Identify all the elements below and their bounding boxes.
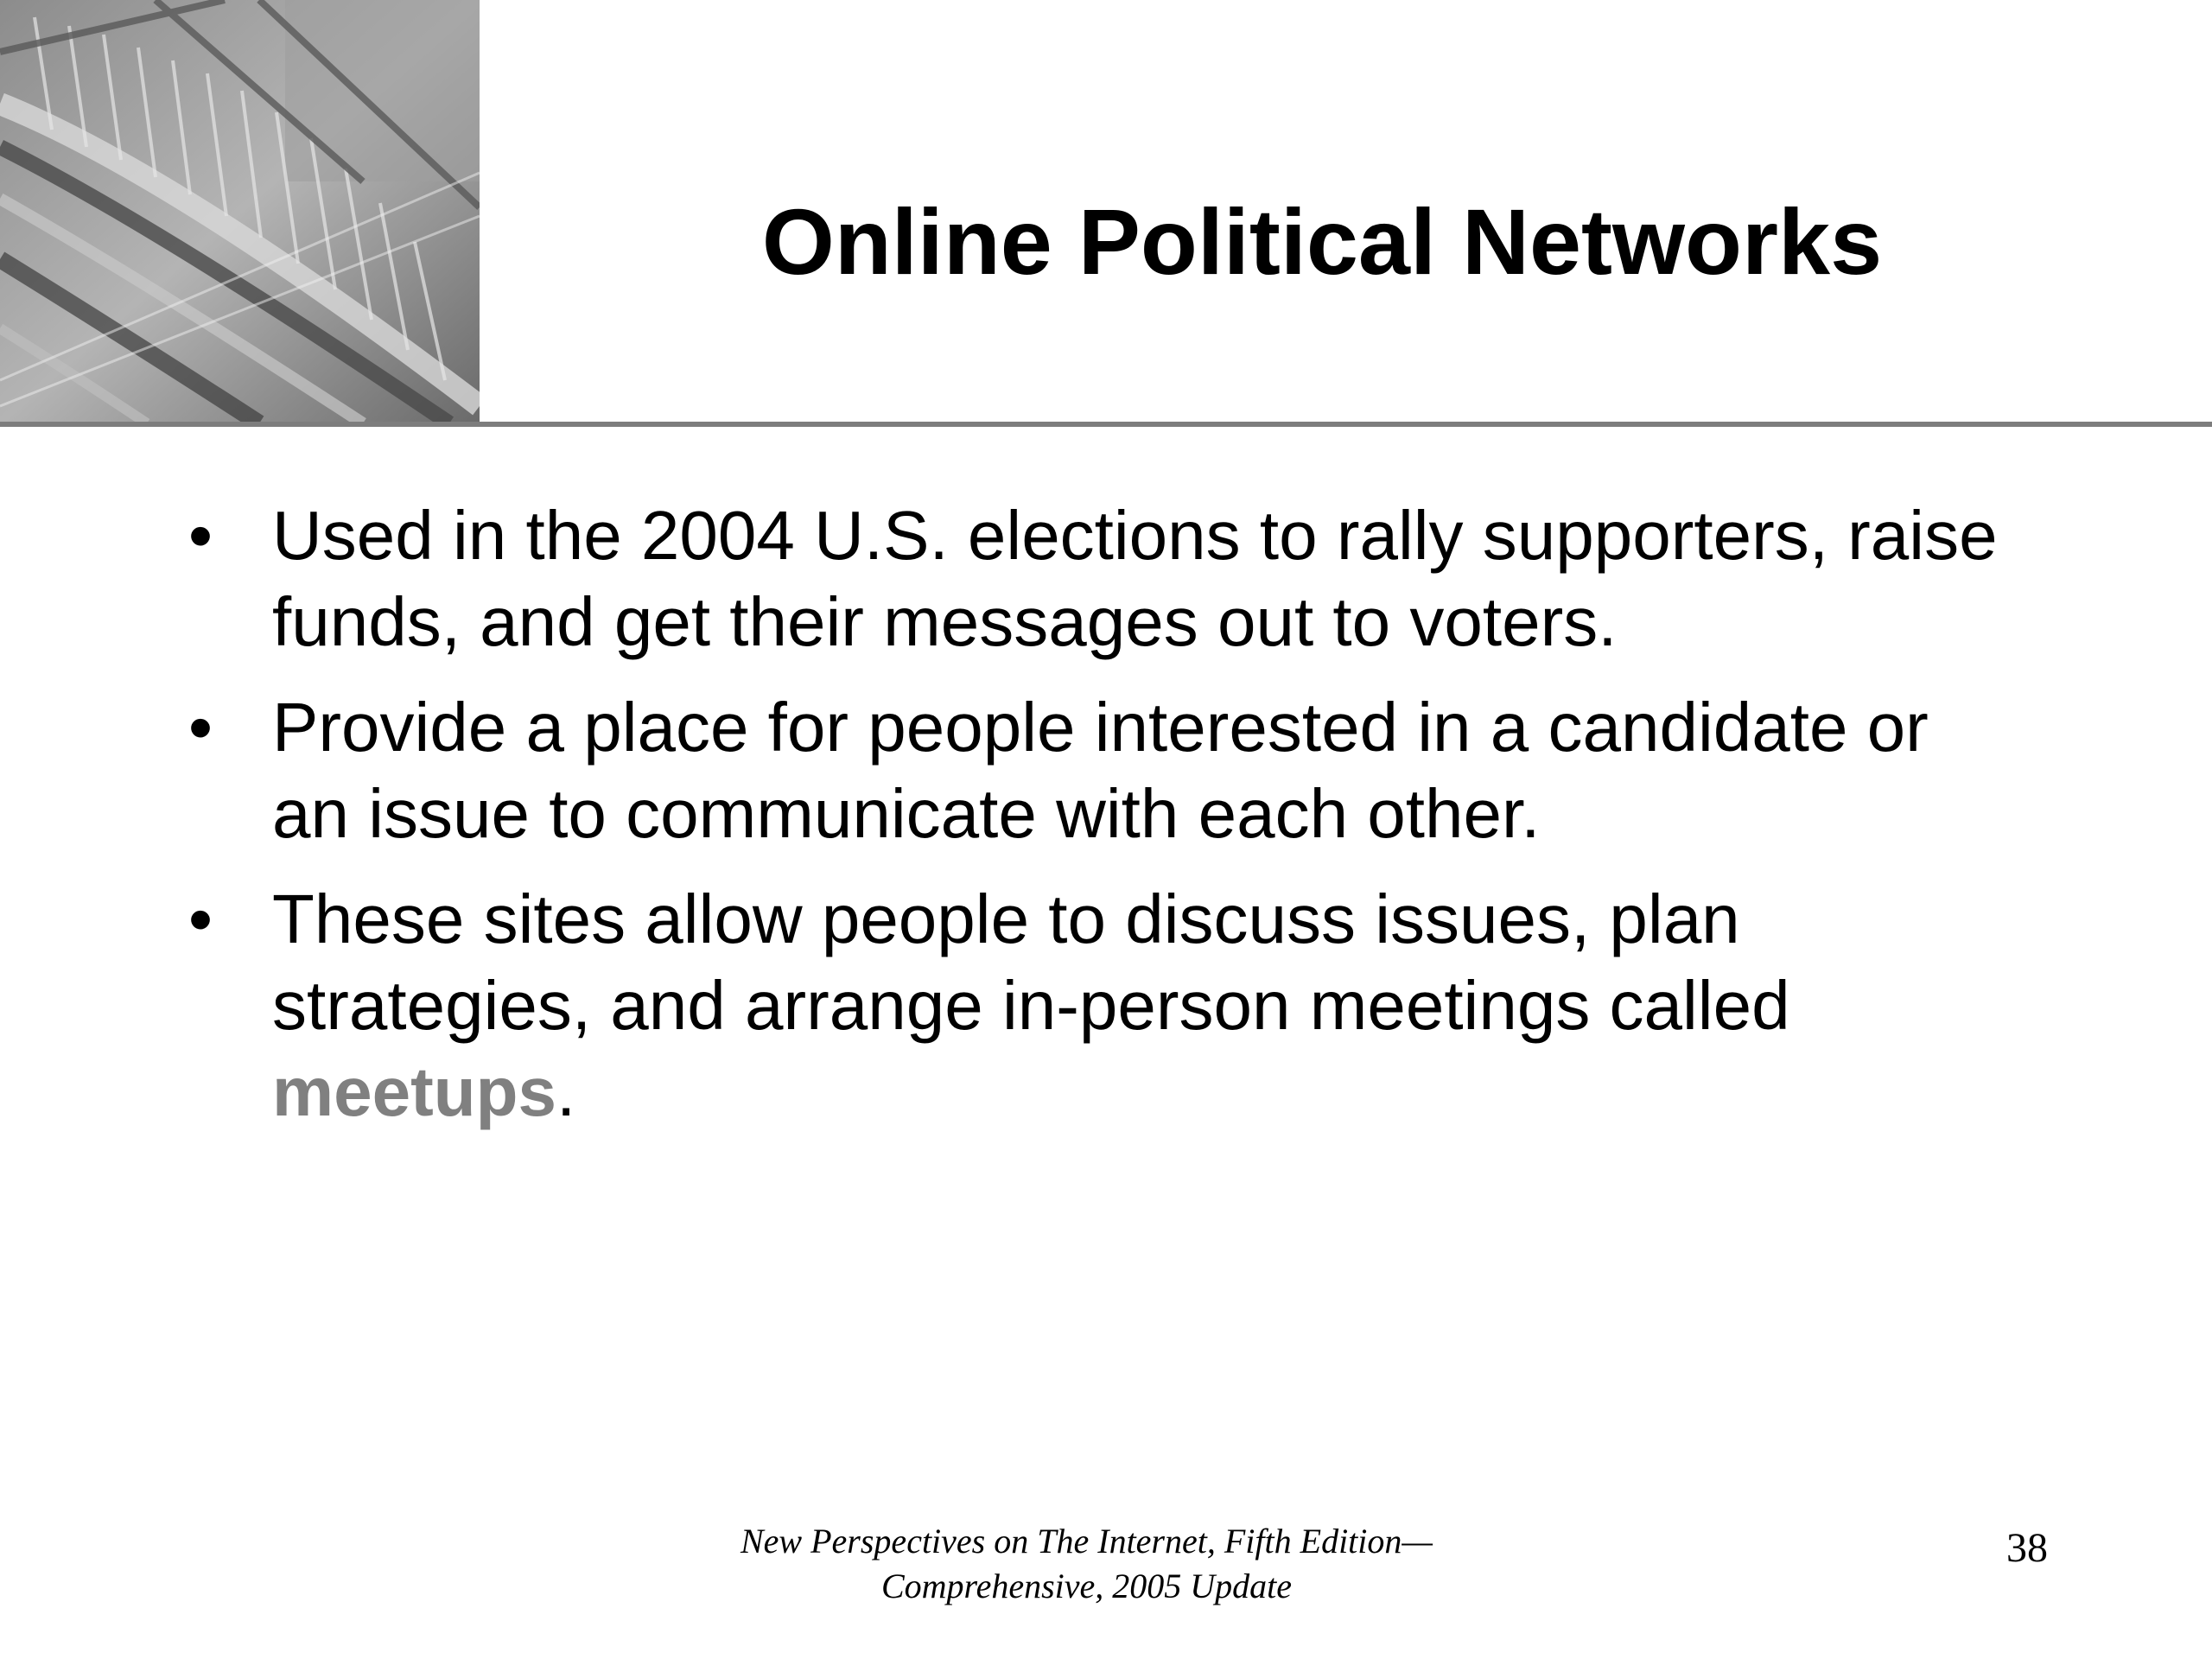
photo-steel-structure-graphic bbox=[0, 0, 480, 423]
bullet-glyph: • bbox=[188, 880, 213, 957]
bullet-glyph: • bbox=[188, 497, 213, 574]
header-photo-architecture bbox=[0, 0, 480, 423]
bullet-item-1 bbox=[188, 493, 2020, 665]
bullet-text-3: These sites allow people to discuss issues, plan strategies, and arrange in-person meetings called bbox=[272, 880, 1790, 1044]
bullet-text-3-end: . bbox=[556, 1053, 576, 1130]
page-number: 38 bbox=[2006, 1525, 2048, 1571]
bullet-text-2: Provide a place for people interested in a candidate or an issue to communicate with each other. bbox=[272, 689, 1929, 852]
slide-title bbox=[480, 186, 2190, 298]
key-term-meetups: meetups bbox=[272, 1053, 556, 1130]
bullet-item-2 bbox=[188, 684, 2020, 857]
bullet-item-3 bbox=[188, 876, 2020, 1135]
header-divider-rule bbox=[0, 422, 2212, 427]
footer-book-title bbox=[605, 1519, 1568, 1609]
bullet-text-1: Used in the 2004 U.S. elections to rally supporters, raise funds, and get their messages out to voters. bbox=[272, 497, 1998, 660]
bullet-glyph: • bbox=[188, 689, 213, 766]
footer-line-1: New Perspectives on The Internet, Fifth Edition— bbox=[741, 1522, 1433, 1560]
slide-title-text: Online Political Networks bbox=[761, 189, 1883, 294]
bullet-list bbox=[188, 493, 2020, 1154]
footer-line-2: Comprehensive, 2005 Update bbox=[880, 1567, 1293, 1605]
